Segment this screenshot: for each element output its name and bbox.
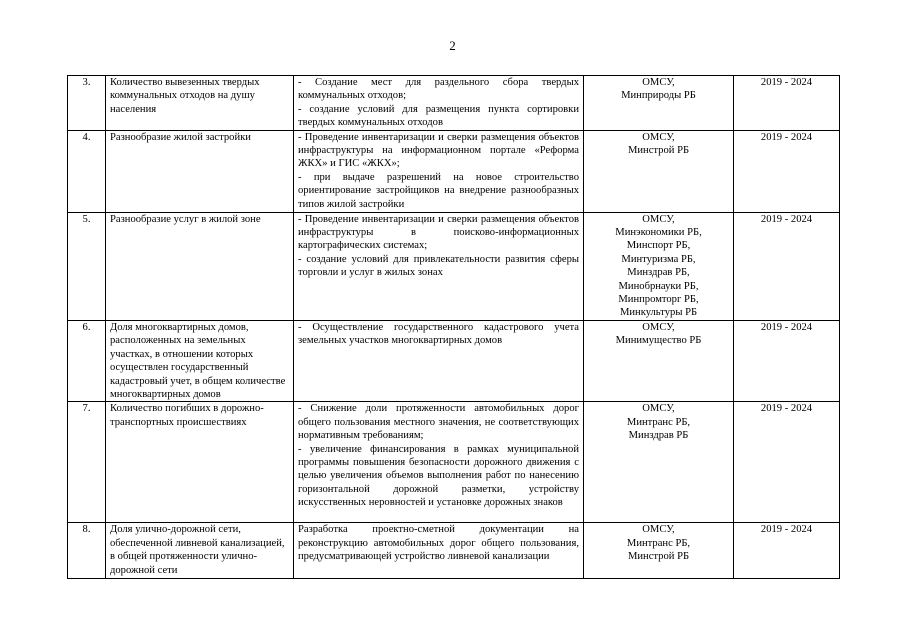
row-number: 6.: [68, 320, 106, 401]
table-row: [68, 320, 840, 401]
measures-cell: - Снижение доли протяженности автомобильных дорог общего пользования местного значения, не соответствующих нормативным требованиям; - увеличение финансирования в рамках муниципальной программы повышения безопасности дорожного движения с целью увеличения объемов выполнения работ по нанесению горизонтальной дорожной разметки, устройству искусственных неровностей и установке дорожных знаков: [294, 402, 584, 523]
executors-cell: ОМСУ, Минэкономики РБ, Минспорт РБ, Минтуризма РБ, Минздрав РБ, Минобрнауки РБ, Минпромторг РБ, Минкультуры РБ: [584, 212, 734, 320]
row-number: 5.: [68, 212, 106, 320]
period-cell: 2019 - 2024: [734, 212, 840, 320]
page-number: 2: [449, 38, 456, 53]
executors-cell: ОМСУ, Минприроды РБ: [584, 76, 734, 131]
indicator-cell: Количество вывезенных твердых коммунальных отходов на душу населения: [106, 76, 294, 131]
row-number: 7.: [68, 402, 106, 523]
period-cell: 2019 - 2024: [734, 320, 840, 401]
measures-table: [67, 75, 840, 579]
table-row: [68, 523, 840, 579]
measures-cell: - Проведение инвентаризации и сверки размещения объектов инфраструктуры в поисково-информационных картографических системах; - создание условий для привлекательности развития сферы торговли и услуг в жилых зонах: [294, 212, 584, 320]
table-row: [68, 402, 840, 523]
measures-cell: - Осуществление государственного кадастрового учета земельных участков многоквартирных домов: [294, 320, 584, 401]
executors-cell: ОМСУ, Минтранс РБ, Минстрой РБ: [584, 523, 734, 579]
table-row: [68, 212, 840, 320]
period-cell: 2019 - 2024: [734, 76, 840, 131]
executors-cell: ОМСУ, Минимущество РБ: [584, 320, 734, 401]
indicator-cell: Доля улично-дорожной сети, обеспеченной ливневой канализацией, в общей протяженности улично-дорожной сети: [106, 523, 294, 579]
row-number: 4.: [68, 130, 106, 212]
indicator-cell: Количество погибших в дорожно-транспортных происшествиях: [106, 402, 294, 523]
row-number: 3.: [68, 76, 106, 131]
period-cell: 2019 - 2024: [734, 523, 840, 579]
measures-cell: Разработка проектно-сметной документации на реконструкцию автомобильных дорог общего пользования, предусматривающей устройство ливневой канализации: [294, 523, 584, 579]
executors-cell: ОМСУ, Минстрой РБ: [584, 130, 734, 212]
indicator-cell: Доля многоквартирных домов, расположенных на земельных участках, в отношении которых осуществлен государственный кадастровый учет, в общем количестве многоквартирных домов: [106, 320, 294, 401]
executors-cell: ОМСУ, Минтранс РБ, Минздрав РБ: [584, 402, 734, 523]
measures-cell: - Создание мест для раздельного сбора твердых коммунальных отходов; - создание условий для размещения пункта сортировки твердых коммунальных отходов: [294, 76, 584, 131]
period-cell: 2019 - 2024: [734, 402, 840, 523]
row-number: 8.: [68, 523, 106, 579]
indicator-cell: Разнообразие жилой застройки: [106, 130, 294, 212]
table-row: [68, 76, 840, 131]
period-cell: 2019 - 2024: [734, 130, 840, 212]
indicator-cell: Разнообразие услуг в жилой зоне: [106, 212, 294, 320]
measures-cell: - Проведение инвентаризации и сверки размещения объектов инфраструктуры на информационном портале «Реформа ЖКХ» и ГИС «ЖКХ»; - при выдаче разрешений на новое строительство ориентирование застройщиков на внедрение разнообразных типов жилой застройки: [294, 130, 584, 212]
table-row: [68, 130, 840, 212]
